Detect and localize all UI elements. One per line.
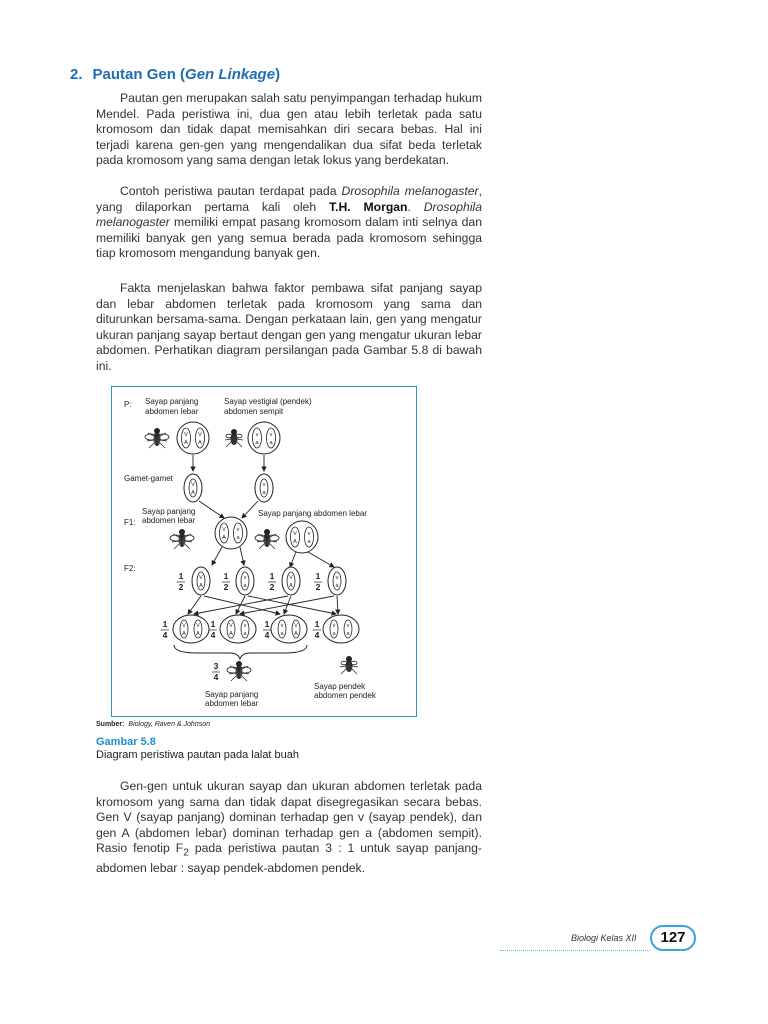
parent1-fly-icon: [145, 428, 169, 448]
svg-text:v: v: [280, 623, 284, 629]
svg-text:A: A: [198, 440, 202, 446]
svg-text:A: A: [196, 631, 200, 637]
svg-text:1: 1: [178, 571, 184, 581]
svg-text:A: A: [222, 535, 226, 541]
parent1-label-2: abdomen lebar: [145, 407, 199, 416]
f2-gamete-2: [222, 567, 254, 595]
svg-text:a: a: [346, 631, 350, 637]
paragraph-4-text-a: Gen-gen untuk ukuran sayap dan ukuran abdomen terletak pada kromosom yang sama dan tidak dapat disegregasikan secara bebas. Gen V (sayap panjang) dominan terhadap gen v (sayap pendek), dan gen A (abdomen lebar) dominan terhadap gen a (abdomen sempit). Rasio fenotip F: [96, 779, 482, 855]
paragraph-4-text-b: pada peristiwa pautan 3 : 1 untuk sayap panjang-abdomen lebar : sayap pendek-abdomen pendek.: [96, 841, 482, 875]
svg-text:A: A: [184, 440, 188, 446]
result-short-wing: [314, 656, 377, 700]
svg-text:v: v: [346, 623, 350, 629]
paragraph-2-text-e: .: [407, 199, 424, 214]
svg-text:3: 3: [213, 661, 219, 671]
paragraph-4-subscript: 2: [183, 847, 189, 859]
paragraph-2-text-a: Contoh peristiwa pautan terdapat pada: [120, 184, 342, 198]
f1-left-label-2: abdomen lebar: [142, 516, 196, 525]
svg-text:1: 1: [314, 619, 320, 629]
species-name-2: Drosophila melanogaster: [96, 199, 483, 229]
source-label: Sumber:: [96, 721, 125, 728]
svg-text:A: A: [293, 539, 297, 545]
f2-offspring-4: [313, 615, 359, 643]
paragraph-3: [96, 281, 482, 374]
result-left-label-2: abdomen lebar: [205, 699, 259, 708]
species-name: Drosophila melanogaster: [341, 184, 479, 198]
svg-text:V: V: [191, 482, 195, 488]
svg-text:v: v: [307, 531, 311, 537]
f1-left-label-1: Sayap panjang: [142, 507, 196, 516]
svg-text:2: 2: [315, 582, 321, 592]
svg-text:1: 1: [162, 619, 168, 629]
svg-text:a: a: [269, 440, 273, 446]
svg-text:v: v: [262, 482, 266, 488]
phenotype-bracket: [174, 645, 307, 659]
svg-text:A: A: [229, 631, 233, 637]
svg-text:V: V: [184, 432, 188, 438]
svg-text:2: 2: [269, 582, 275, 592]
svg-text:4: 4: [210, 630, 216, 640]
gamet-label: Gamet-gamet: [124, 474, 173, 483]
svg-text:v: v: [243, 575, 247, 581]
parent1-label-1: Sayap panjang: [145, 397, 199, 406]
svg-text:4: 4: [314, 630, 320, 640]
svg-text:2: 2: [178, 582, 184, 592]
paragraph-3-text: Fakta menjelaskan bahwa faktor pembawa sifat panjang sayap dan lebar abdomen terletak pada kromosom yang sama dan diturunkan bersama-sama. Dengan perkataan lain, gen yang mengatur ukuran panjang sayap bertaut dengan gen yang mengatur ukuran lebar abdomen. Perhatikan diagram persilangan pada Gambar 5.8 di bawah ini.: [96, 281, 482, 373]
result-right-label-1: Sayap pendek: [314, 682, 366, 691]
footer-book-title: Biologi Kelas XII: [571, 933, 637, 943]
svg-text:A: A: [182, 631, 186, 637]
svg-text:v: v: [332, 623, 336, 629]
svg-text:V: V: [199, 575, 203, 581]
linkage-diagram: [111, 386, 417, 717]
result-fly-icon-2: [340, 656, 358, 674]
f1-cell: [215, 517, 247, 549]
f2-label: F2:: [124, 564, 136, 573]
paragraph-4: [96, 779, 482, 876]
svg-text:1: 1: [264, 619, 270, 629]
svg-text:v: v: [269, 432, 273, 438]
f2-gamete-4: [314, 567, 346, 595]
parent2-fly-icon: [225, 429, 243, 447]
f2-offspring-2: [209, 615, 256, 643]
section-number: 2.: [70, 66, 83, 83]
result-long-wing: [205, 661, 259, 708]
gamete-2: [255, 474, 273, 502]
svg-text:V: V: [294, 623, 298, 629]
result-fly-icon-1: [227, 661, 251, 681]
svg-text:a: a: [307, 539, 311, 545]
svg-text:1: 1: [315, 571, 321, 581]
result-left-label-1: Sayap panjang: [205, 690, 259, 699]
f2-offspring-1: [161, 615, 209, 643]
svg-text:4: 4: [264, 630, 270, 640]
svg-text:4: 4: [162, 630, 168, 640]
svg-text:4: 4: [213, 672, 219, 682]
svg-text:v: v: [255, 432, 259, 438]
f1-cell-2: [286, 521, 318, 553]
svg-text:a: a: [243, 631, 247, 637]
parent2-cell: [248, 422, 280, 454]
svg-text:V: V: [222, 527, 226, 533]
svg-text:v: v: [243, 623, 247, 629]
f1-label: F1:: [124, 518, 136, 527]
svg-text:a: a: [243, 583, 247, 589]
p-label: P:: [124, 400, 132, 409]
svg-text:2: 2: [223, 582, 229, 592]
parent1-cell: [177, 422, 209, 454]
footer-divider: [500, 950, 650, 951]
svg-text:a: a: [255, 440, 259, 446]
f2-gamete-1: [177, 567, 210, 595]
svg-text:a: a: [280, 631, 284, 637]
f2-offspring-3: [263, 615, 307, 643]
svg-text:V: V: [196, 623, 200, 629]
source-value: Biology, Raven & Johnson: [128, 721, 210, 728]
figure-caption: Diagram peristiwa pautan pada lalat buah: [96, 749, 300, 761]
scientist-name: T.H. Morgan: [328, 199, 408, 214]
figure-caption-title: Gambar 5.8: [96, 736, 156, 748]
svg-text:a: a: [335, 583, 339, 589]
paragraph-2-text-c: , yang dilaporkan pertama kali oleh: [96, 184, 482, 214]
section-heading: [70, 66, 280, 83]
paragraph-2: [96, 184, 482, 262]
f1-right-label: Sayap panjang abdomen lebar: [258, 509, 367, 518]
f1-fly-icon-2: [255, 529, 279, 549]
result-right-label-2: abdomen pendek: [314, 691, 376, 700]
svg-text:a: a: [236, 535, 240, 541]
paragraph-2-text-g: memiliki empat pasang kromosom dalam inti selnya dan memiliki banyak gen yang semua berada pada kromosom sehingga tiap kromosom mengandung banyak gen.: [96, 215, 482, 260]
svg-text:1: 1: [210, 619, 216, 629]
svg-text:v: v: [335, 575, 339, 581]
parent2-label-2: abdomen sempit: [224, 407, 284, 416]
svg-text:A: A: [199, 583, 203, 589]
parent2-label-1: Sayap vestigial (pendek): [224, 397, 312, 406]
svg-text:V: V: [229, 623, 233, 629]
linkage-diagram-svg: [112, 387, 418, 718]
page-number: 127: [650, 925, 696, 951]
svg-text:V: V: [293, 531, 297, 537]
svg-text:A: A: [289, 583, 293, 589]
paragraph-1: [96, 91, 482, 169]
svg-text:A: A: [191, 490, 195, 496]
svg-text:A: A: [294, 631, 298, 637]
gamete-1: [184, 474, 202, 502]
section-title-italic: Gen Linkage: [185, 66, 276, 83]
svg-text:V: V: [182, 623, 186, 629]
f1-fly-icon-1: [170, 529, 194, 549]
section-title-close: ): [275, 66, 281, 83]
svg-text:v: v: [236, 527, 240, 533]
svg-text:1: 1: [223, 571, 229, 581]
svg-text:a: a: [262, 490, 266, 496]
paragraph-1-text: Pautan gen merupakan salah satu penyimpangan terhadap hukum Mendel. Pada peristiwa ini, dua gen atau lebih terletak pada satu kromosom dan tidak dapat memisahkan diri secara bebas. Hal ini terjadi karena gen-gen yang mengendalikan dua sifat beda terletak pada kromosom yang sama dengan letak lokus yang berdekatan.: [96, 91, 482, 167]
svg-text:a: a: [332, 631, 336, 637]
section-title: Pautan Gen (: [92, 66, 186, 83]
svg-text:V: V: [289, 575, 293, 581]
svg-text:1: 1: [269, 571, 275, 581]
figure-source: [96, 721, 210, 728]
f2-gamete-3: [268, 567, 300, 595]
svg-text:V: V: [198, 432, 202, 438]
